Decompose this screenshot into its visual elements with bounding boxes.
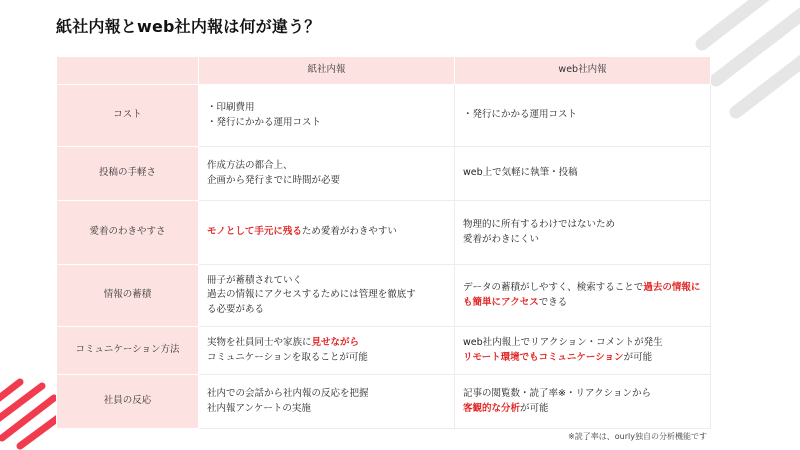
cell-line [463,218,702,232]
web-cell [455,265,711,327]
paper-cell [199,147,455,201]
cell-text: コミュニケーションを取ることが可能 [207,351,368,363]
row-label: 情報の蓄積 [57,265,199,327]
cell-line [207,225,446,239]
table-header-row [57,57,711,85]
table-row [57,201,711,265]
cell-text: web社内報上でリアクション・コメントが発生 [463,337,663,349]
cell-text: web上で気軽に執筆・投稿 [463,167,578,179]
table-row [57,375,711,429]
web-cell [455,147,711,201]
cell-line [207,174,446,188]
web-cell [455,375,711,429]
cell-line [207,159,446,173]
row-label: 社員の反応 [57,375,199,429]
cell-text: できる [538,296,568,308]
cell-text: 実物を社員同士や家族に [207,337,312,349]
cell-text: データの蓄積がしやすく、検索することで [463,282,644,294]
cell-text: ため愛着がわきやすい [301,226,397,238]
header-web: web社内報 [455,57,711,85]
cell-line [463,108,702,122]
cell-line [207,402,446,416]
highlight-text: 過去の情報に [643,282,701,294]
highlight-text: モノとして手元に残る [207,226,302,238]
cell-line [207,387,446,401]
cell-text: る必要がある [207,303,265,315]
header-corner [57,57,199,85]
cell-text: 記事の閲覧数・読了率※・リアクションから [463,388,651,400]
web-cell [455,201,711,265]
cell-line [463,281,702,295]
table-row [57,327,711,375]
stripe [0,382,20,402]
slide-title: 紙社内報とweb社内報は何が違う？ [56,17,321,36]
cell-text: 物理的に所有するわけではないため [463,219,616,231]
paper-cell [199,85,455,147]
highlight-text: 見せながら [311,337,360,349]
paper-cell [199,201,455,265]
cell-text: 過去の情報にアクセスするためには管理を徹底す [207,289,416,301]
cell-text: 冊子が蓄積されていく [207,275,303,287]
cell-line [463,166,702,180]
cell-text: が可能 [520,402,549,414]
paper-cell [199,375,455,429]
table-row [57,147,711,201]
cell-text: ・印刷費用 [207,102,255,114]
cell-line [463,351,702,365]
cell-text: 愛着がわきにくい [463,233,540,245]
cell-text: ・発行にかかる運用コスト [463,109,578,121]
cell-text: 社内報アンケートの実施 [207,402,311,414]
row-label: 愛着のわきやすさ [57,201,199,265]
cell-text: 作成方法の都合上、 [207,160,293,172]
cell-line [207,288,446,302]
footnote: ※読了率は、ourly独自の分析機能です [568,432,707,441]
cell-line [463,233,702,247]
highlight-text: リモート環境でもコミュニケーション [463,351,624,363]
stripe [2,398,54,438]
cell-text: 企画から発行までに時間が必要 [207,174,341,186]
comparison-table [56,56,711,429]
table-row [57,265,711,327]
header-paper: 紙社内報 [199,57,455,85]
cell-text: が可能 [623,351,653,363]
cell-line [207,116,446,130]
cell-line [207,101,446,115]
cell-line [463,296,702,310]
highlight-text: 客観的な分析 [463,402,521,414]
paper-cell [199,327,455,375]
cell-line [463,336,702,350]
web-cell [455,327,711,375]
table-row [57,85,711,147]
highlight-text: も簡単にアクセス [463,296,539,308]
cell-line [463,387,702,401]
cell-text: 社内での会話から社内報の反応を把握 [207,388,369,400]
cell-text: ・発行にかかる運用コスト [207,116,322,128]
cell-line [463,402,702,416]
cell-line [207,336,446,350]
cell-line [207,351,446,365]
web-cell [455,85,711,147]
row-label: コミュニケーション方法 [57,327,199,375]
row-label: コスト [57,85,199,147]
cell-line [207,274,446,288]
row-label: 投稿の手軽さ [57,147,199,201]
cell-line [207,303,446,317]
paper-cell [199,265,455,327]
